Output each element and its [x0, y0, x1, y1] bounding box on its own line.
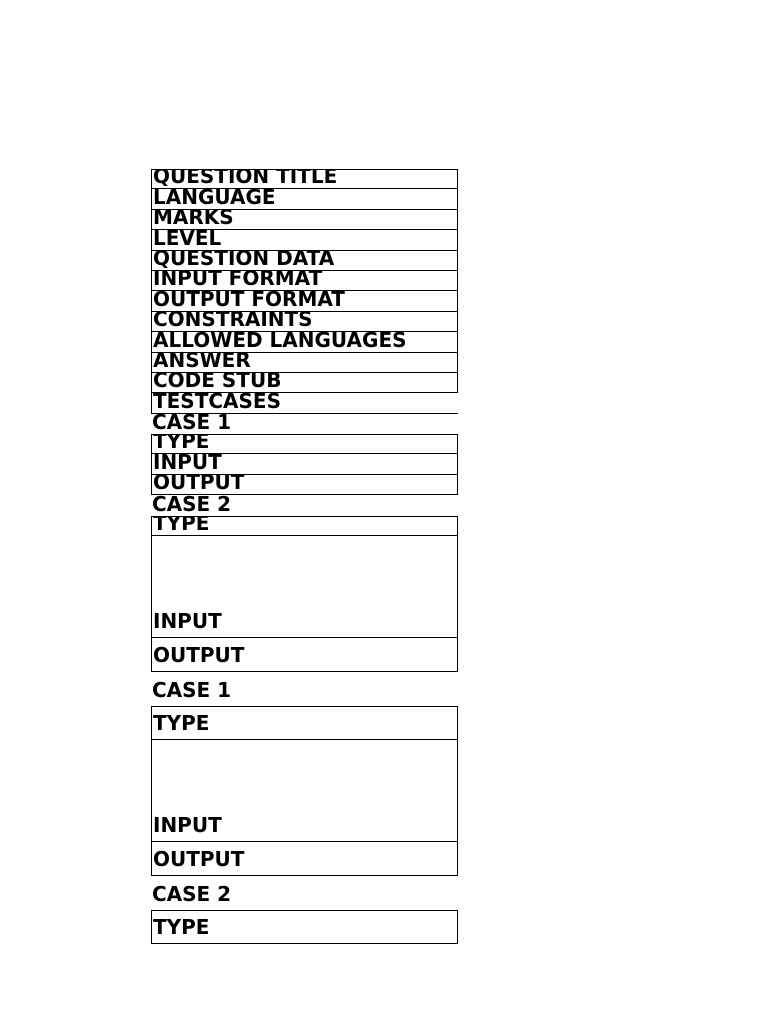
row-testcases — [151, 393, 458, 413]
row-case-2b-heading — [151, 876, 458, 910]
row-input-format[interactable] — [151, 271, 458, 291]
row-label: OUTPUT — [153, 847, 245, 872]
row-level[interactable] — [151, 230, 458, 250]
row-label: CONSTRAINTS — [153, 311, 313, 332]
row-language[interactable] — [151, 189, 458, 209]
row-label: QUESTION DATA — [153, 250, 335, 270]
row-question-data[interactable] — [151, 251, 458, 271]
row-label: INPUT — [153, 813, 222, 838]
row-label: TESTCASES — [153, 393, 281, 413]
row-label: LANGUAGE — [153, 189, 276, 209]
row-label: CASE 2 — [152, 882, 232, 907]
row-case-1-input[interactable] — [151, 454, 458, 474]
question-template-sheet — [151, 169, 458, 944]
row-case-1b-output[interactable] — [151, 842, 458, 876]
row-marks[interactable] — [151, 210, 458, 230]
row-question-title[interactable] — [151, 169, 458, 189]
row-label: CODE STUB — [153, 372, 282, 393]
row-answer[interactable] — [151, 353, 458, 373]
row-label: OUTPUT FORMAT — [153, 291, 345, 311]
row-constraints[interactable] — [151, 312, 458, 332]
row-label: TYPE — [153, 915, 210, 940]
row-case-1-heading — [151, 414, 458, 434]
row-label: CASE 2 — [152, 495, 232, 516]
row-case-2b-type[interactable] — [151, 910, 458, 944]
row-label: INPUT FORMAT — [153, 270, 323, 291]
row-case-2-type[interactable] — [151, 516, 458, 536]
row-label: OUTPUT — [153, 643, 245, 668]
row-label: LEVEL — [153, 230, 222, 250]
row-label: TYPE — [153, 515, 210, 536]
row-output-format[interactable] — [151, 291, 458, 311]
row-label: ALLOWED LANGUAGES — [153, 332, 407, 352]
row-label: OUTPUT — [153, 474, 245, 495]
row-label: CASE 1 — [152, 678, 232, 703]
row-allowed-languages[interactable] — [151, 332, 458, 352]
row-label: ANSWER — [153, 352, 251, 372]
row-label: MARKS — [153, 209, 234, 230]
row-code-stub[interactable] — [151, 373, 458, 393]
row-label: INPUT — [153, 609, 222, 634]
row-label: TYPE — [153, 711, 210, 736]
row-case-2-heading — [151, 495, 458, 515]
row-case-1b-heading — [151, 672, 458, 706]
row-case-2-output[interactable] — [151, 638, 458, 672]
row-case-2-input[interactable] — [151, 536, 458, 638]
row-label: INPUT — [153, 454, 222, 474]
row-label: QUESTION TITLE — [153, 169, 338, 189]
row-case-1b-type[interactable] — [151, 706, 458, 740]
row-case-1-type[interactable] — [151, 434, 458, 454]
row-case-1b-input[interactable] — [151, 740, 458, 842]
row-case-1-output[interactable] — [151, 475, 458, 495]
row-label: CASE 1 — [152, 413, 232, 435]
row-label: TYPE — [153, 434, 210, 454]
